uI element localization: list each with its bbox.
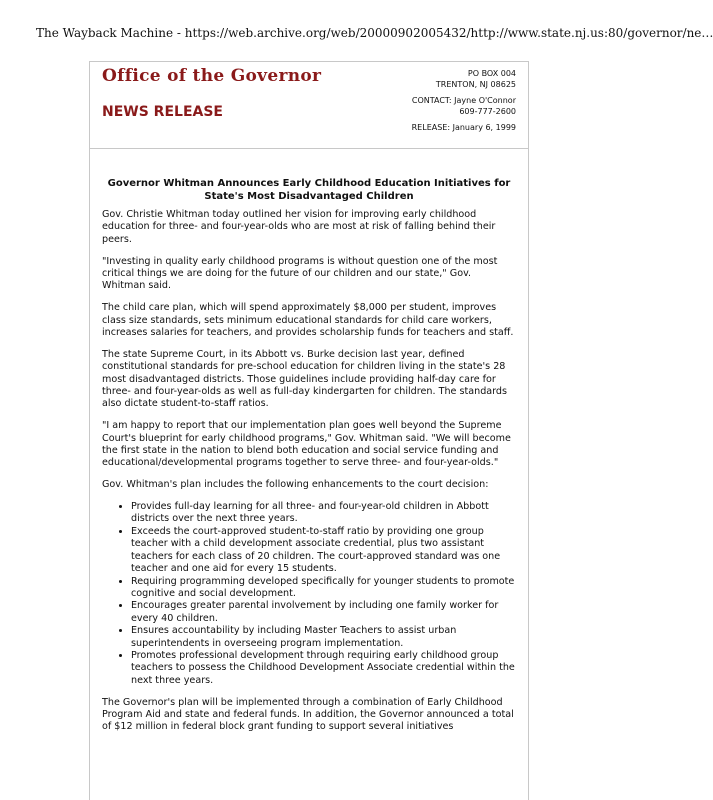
po-box: PO BOX 004 — [467, 69, 516, 78]
news-release-label: NEWS RELEASE — [102, 104, 223, 120]
paragraph: "I am happy to report that our implementation plan goes well beyond the Supreme Court's blueprint for early childhood programs," Gov. Whitman said. "We will become the first state in the nation to blend both education and social service funding and educational/developmental programs together to serve three- and four-year-olds." — [102, 420, 511, 469]
list-item: • Encourages greater parental involvement by including one family worker for every 40 children. — [131, 600, 516, 625]
header-divider — [89, 148, 529, 149]
paragraph: Gov. Whitman's plan includes the following enhancements to the court decision: — [102, 479, 489, 491]
paragraph: The child care plan, which will spend approximately $8,000 per student, improves class size standards, sets minimum educational standards for child care workers, increases salaries for teachers, and provides scholarship funds for teachers and staff. — [102, 302, 514, 339]
paragraph: The state Supreme Court, in its Abbott vs. Burke decision last year, defined constitutional standards for pre-school education for children living in the state's 28 most disadvantaged districts. Those guidelines include providing half-day care for three- and four-year-olds as well as full-day kindergarten for children. The standards also dictate student-to-staff ratios. — [102, 348, 508, 410]
enhancements-list — [102, 501, 516, 687]
city: TRENTON, NJ 08625 — [435, 79, 516, 89]
paragraph: "Investing in quality early childhood programs is without question one of the most critical things we are doing for the future of our children and our state," Gov. Whitman said. — [102, 255, 498, 292]
article-body — [102, 209, 516, 743]
contact-phone: 609-777-2600 — [459, 106, 516, 116]
headline-line-2: State's Most Disadvantaged Children — [204, 191, 414, 202]
wayback-header: The Wayback Machine - https://web.archive.org/web/20000902005432/http://www.state.nj.us:80/governor/ne… — [36, 26, 713, 40]
contact-block — [412, 69, 516, 134]
list-item: • Exceeds the court-approved student-to-staff ratio by providing one group teacher with a child development associate credential, plus two assistant teachers for each class of 20 children. The court-approved standard was one teacher and one aid for every 15 students. — [131, 526, 516, 576]
list-item: • Provides full-day learning for all three- and four-year-old children in Abbott districts over the next three years. — [131, 501, 516, 526]
list-item: • Requiring programming developed specifically for younger students to promote cognitive and social development. — [131, 576, 516, 601]
paragraph: The Governor's plan will be implemented through a combination of Early Childhood Program Aid and state and federal funds. In addition, the Governor announced a total of $12 million in federal block grant funding to support several initiatives — [102, 696, 514, 733]
paragraph: Gov. Christie Whitman today outlined her vision for improving early childhood education for three- and four-year-olds who are most at risk of falling behind their peers. — [102, 209, 496, 245]
contact-name: CONTACT: Jayne O'Connor — [411, 96, 516, 105]
list-item: • Ensures accountability by including Master Teachers to assist urban superintendents in overseeing program implementation. — [131, 625, 516, 650]
release-date: RELEASE: January 6, 1999 — [411, 123, 516, 132]
list-item: • Promotes professional development through requiring early childhood group teachers to possess the Childhood Development Associate credential within the next three years. — [131, 650, 516, 687]
office-title: Office of the Governor — [102, 66, 322, 86]
headline-line-1: Governor Whitman Announces Early Childhood Education Initiatives for — [107, 178, 511, 189]
headline — [102, 177, 516, 203]
